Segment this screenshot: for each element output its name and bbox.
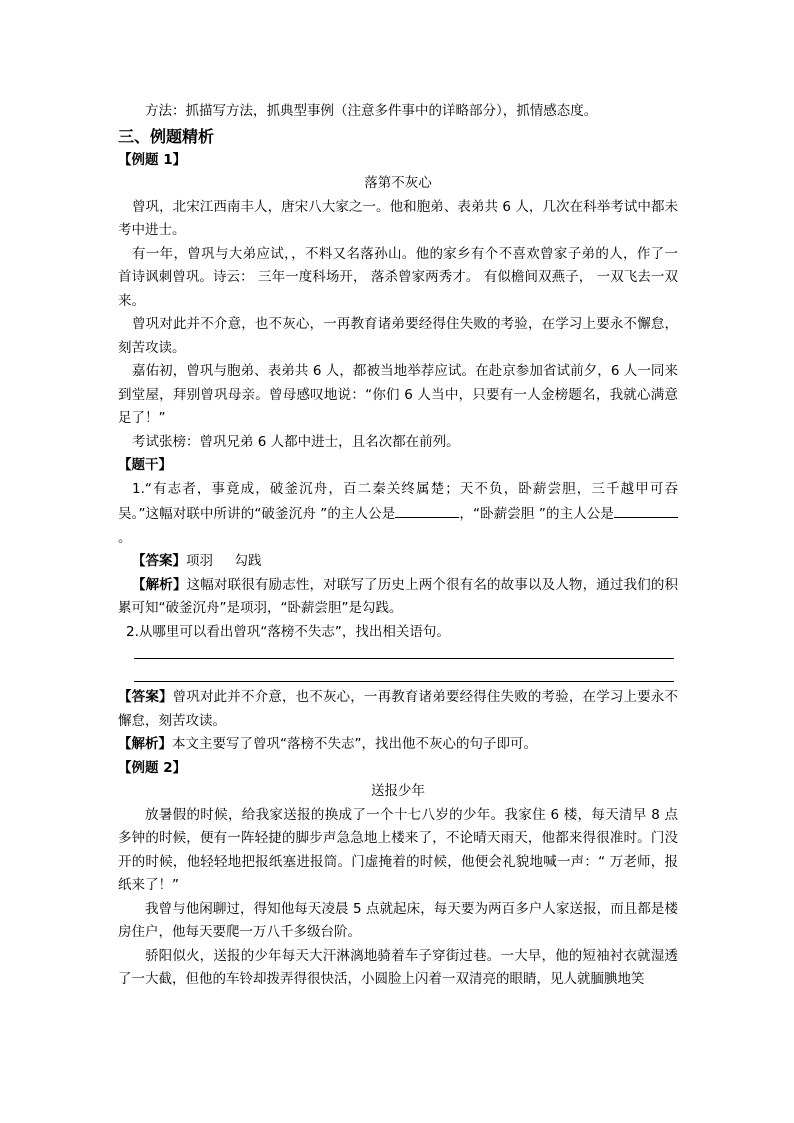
method-line: 方法：抓描写方法，抓典型事例（注意多件事中的详略部分），抓情感态度。 xyxy=(145,103,598,119)
analysis-1 xyxy=(118,574,678,621)
example2-paragraph: 我曾与他闲聊过，得知他每天凌晨 5 点就起床，每天要为两百多户人家送报，而且都是楼房住户，他每天要爬一万八千多级台阶。 xyxy=(118,900,678,940)
answer-2 xyxy=(118,686,678,733)
question-2: 2.从哪里可以看出曾巩“落榜不失志”，找出相关语句。 xyxy=(126,623,450,640)
analysis-text: 这幅对联很有励志性，对联写了历史上两个很有名的故事以及人物，通过我们的积累可知“破釜沉舟”是项羽，“卧薪尝胆”是勾践。 xyxy=(118,576,679,616)
question-1-text: 1.“有志者，事竟成，破釜沉舟，百二秦关终属楚；天不负，卧薪尝胆，三千越甲可吞吴。”这幅对联中所讲的“破釜沉舟 ”的主人公是 xyxy=(118,480,678,522)
document-content xyxy=(118,100,678,992)
example1-paragraph: 考试张榜：曾巩兄弟 6 人都中进士，且名次都在前列。 xyxy=(132,433,460,450)
analysis-tag: 【解析】 xyxy=(118,736,172,752)
example1-paragraph: 曾巩对此并不介意，也不灰心，一再教育诸弟要经得住失败的考验，在学习上要永不懈怠，刻苦攻读。 xyxy=(118,316,678,356)
example2-paragraph: 放暑假的时候，给我家送报的换成了一个十七八岁的少年。我家住 6 楼，每天清早 8 点多钟的时候，便有一阵轻捷的脚步声急急地上楼来了，不论晴天雨天，他都来得很准时。门没开的时候，他轻轻地把报纸塞进报筒。门虚掩着的时候，他便会礼貌地喊一声：“ 万老师，报纸来了！” xyxy=(118,806,678,893)
question-1-text: 。 xyxy=(118,529,132,546)
question-1-text: ，“卧薪尝胆 ”的主人公是 xyxy=(459,506,615,522)
example2-title: 送报少年 xyxy=(371,783,425,799)
example1-paragraph: 有一年，曾巩与大弟应试，，不料又名落孙山。他的家乡有个不喜欢曾家子弟的人，作了一首诗讽刺曾巩。诗云： 三年一度科场开， 落杀曾家两秀才。 有似檐间双燕子， 一双飞去一双来。 xyxy=(118,245,678,309)
question-1 xyxy=(118,478,678,551)
answer-blank[interactable] xyxy=(614,501,678,518)
example1-paragraph: 曾巩，北宋江西南丰人，唐宋八大家之一。他和胞弟、表弟共 6 人，几次在科举考试中都未考中进士。 xyxy=(118,198,678,238)
example1-tag: 【例题 1】 xyxy=(118,151,187,168)
stem-tag: 【题干】 xyxy=(118,457,172,473)
answer-text: 曾巩对此并不介意，也不灰心，一再教育诸弟要经得住失败的考验，在学习上要永不懈怠，刻苦攻读。 xyxy=(118,689,679,729)
answer-blank[interactable] xyxy=(395,501,459,518)
example1-paragraph: 嘉佑初，曾巩与胞弟、表弟共 6 人，都被当地举荐应试。在赴京参加省试前夕，6 人一同来到堂屋，拜别曾巩母亲。曾母感叹地说：“你们 6 人当中，只要有一人金榜题名，我就心满意足了！” xyxy=(118,363,678,426)
example1-title: 落第不灰心 xyxy=(364,175,432,191)
answer-tag: 【答案】 xyxy=(132,553,186,569)
analysis-tag: 【解析】 xyxy=(132,576,187,593)
section-title: 三、例题精析 xyxy=(118,126,215,146)
analysis-2 xyxy=(118,733,678,757)
answer-tag: 【答案】 xyxy=(118,689,173,705)
example2-tag: 【例题 2】 xyxy=(118,759,187,776)
answer-1 xyxy=(118,550,678,574)
answer-text: 项羽 勾践 xyxy=(186,553,262,569)
example2-paragraph: 骄阳似火，送报的少年每天大汗淋漓地骑着车子穿街过巷。一大早，他的短袖衬衣就湿透了一大截，但他的车铃却拨弄得很快活，小圆脸上闪着一双清亮的眼睛，见人就腼腆地笑 xyxy=(118,947,678,987)
analysis-text: 本文主要写了曾巩“落榜不失志”，找出他不灰心的句子即可。 xyxy=(172,736,537,752)
